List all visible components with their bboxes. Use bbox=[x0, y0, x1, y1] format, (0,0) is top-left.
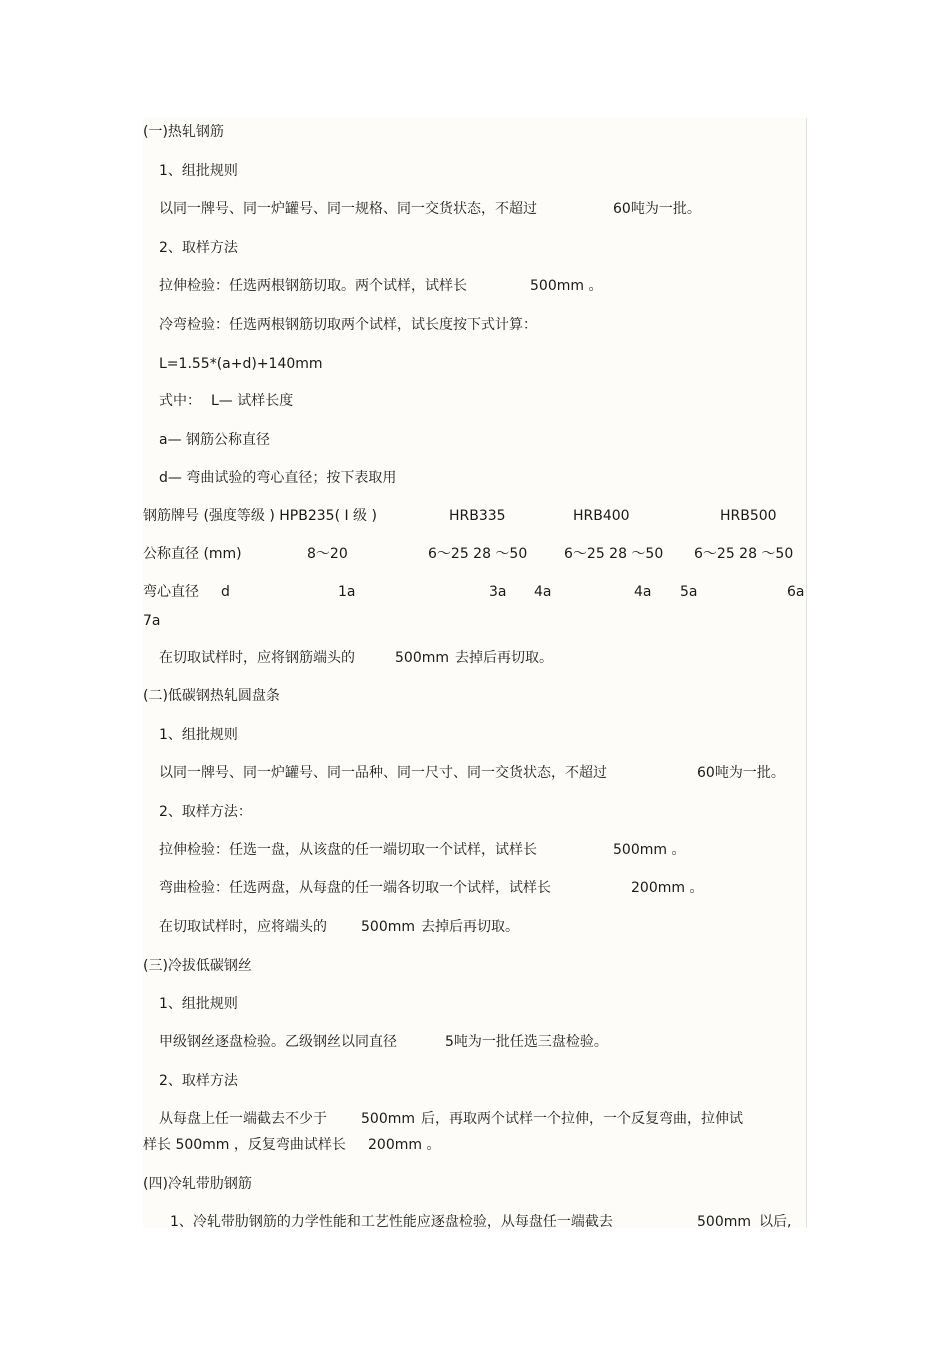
table-cell: 1a bbox=[338, 584, 356, 600]
cold-rolled-text-c: 以后, bbox=[759, 1214, 792, 1230]
where-text-b: L— 试样长度 bbox=[211, 393, 294, 409]
method-text bbox=[159, 1110, 743, 1128]
tensile-text bbox=[159, 277, 603, 295]
bend-text bbox=[159, 879, 704, 897]
table-cell: 5a bbox=[680, 584, 698, 600]
table-cell: 6～25 28 ～50 bbox=[694, 546, 794, 562]
table-cell: HRB335 bbox=[449, 508, 506, 524]
table-cell: 钢筋牌号 (强度等级 ) HPB235( Ⅰ 级 ) bbox=[143, 508, 377, 524]
cold-rolled-text-a: 1、冷轧带肋钢筋的力学性能和工艺性能应逐盘检验，从每盘任一端截去 bbox=[170, 1214, 613, 1230]
section-heading: (二)低碳钢热轧圆盘条 bbox=[143, 688, 280, 704]
table-cell: d bbox=[221, 584, 230, 600]
cut-text-c: 去掉后再切取。 bbox=[421, 919, 519, 935]
table-cell: HRB400 bbox=[573, 508, 630, 524]
sampling-title: 2、取样方法： bbox=[159, 804, 252, 820]
cut-text-b: 500mm bbox=[361, 919, 415, 935]
method-text-b: 500mm bbox=[361, 1111, 415, 1127]
rule-text bbox=[159, 1033, 608, 1051]
rule-text-a: 以同一牌号、同一炉罐号、同一规格、同一交货状态，不超过 bbox=[159, 201, 537, 217]
section-heading: (四)冷轧带肋钢筋 bbox=[143, 1176, 252, 1192]
cut-text-c: 去掉后再切取。 bbox=[455, 650, 553, 666]
definition-d: d— 弯曲试验的弯心直径；按下表取用 bbox=[159, 470, 397, 486]
tensile-text bbox=[159, 841, 686, 859]
bend-text: 冷弯检验：任选两根钢筋切取两个试样，试长度按下式计算： bbox=[159, 317, 537, 333]
table-cell: 公称直径 (mm) bbox=[143, 546, 242, 562]
tensile-text-b: 500mm 。 bbox=[613, 842, 686, 858]
table-cell: 弯心直径 bbox=[143, 584, 199, 600]
section-heading: (一)热轧钢筋 bbox=[143, 124, 224, 140]
rule-text-b: 60吨为一批。 bbox=[697, 765, 785, 781]
table-cell: 6～25 28 ～50 bbox=[428, 546, 528, 562]
tensile-text-a: 拉伸检验：任选一盘，从该盘的任一端切取一个试样，试样长 bbox=[159, 842, 537, 858]
section-heading: (三)冷拔低碳钢丝 bbox=[143, 958, 252, 974]
sampling-title: 2、取样方法 bbox=[159, 1073, 238, 1089]
table-cell: 4a bbox=[534, 584, 552, 600]
where-text-a: 式中： bbox=[159, 393, 201, 409]
table-row bbox=[143, 583, 805, 601]
where-text bbox=[159, 392, 294, 410]
tensile-text-a: 拉伸检验：任选两根钢筋切取。两个试样，试样长 bbox=[159, 278, 467, 294]
rule-title: 1、组批规则 bbox=[159, 163, 238, 179]
rule-title: 1、组批规则 bbox=[159, 996, 238, 1012]
table-cell: 4a bbox=[634, 584, 652, 600]
method-text-e: 200mm 。 bbox=[368, 1137, 441, 1153]
rule-text-b: 60吨为一批。 bbox=[613, 201, 701, 217]
method-text-c: 后，再取两个试样一个拉伸，一个反复弯曲，拉伸试 bbox=[421, 1111, 743, 1127]
rule-text-b: 5吨为一批任选三盘检验。 bbox=[445, 1034, 608, 1050]
cut-text-a: 在切取试样时，应将端头的 bbox=[159, 919, 327, 935]
rule-title: 1、组批规则 bbox=[159, 727, 238, 743]
table-cell: 3a bbox=[489, 584, 507, 600]
rule-text-a: 甲级钢丝逐盘检验。乙级钢丝以同直径 bbox=[159, 1034, 397, 1050]
table-cell: 6～25 28 ～50 bbox=[564, 546, 664, 562]
definition-a: a— 钢筋公称直径 bbox=[159, 432, 271, 448]
bend-text-a: 弯曲检验：任选两盘，从每盘的任一端各切取一个试样，试样长 bbox=[159, 880, 551, 896]
rule-text-a: 以同一牌号、同一炉罐号、同一品种、同一尺寸、同一交货状态，不超过 bbox=[159, 765, 607, 781]
table-cell-wrap: 7a bbox=[143, 613, 161, 629]
tensile-text-b: 500mm 。 bbox=[530, 278, 603, 294]
cut-text bbox=[159, 649, 553, 667]
cut-text-a: 在切取试样时，应将钢筋端头的 bbox=[159, 650, 355, 666]
table-cell: HRB500 bbox=[720, 508, 777, 524]
cold-rolled-text bbox=[170, 1213, 792, 1231]
formula: L=1.55*(a+d)+140mm bbox=[159, 356, 323, 372]
cold-rolled-text-b: 500mm bbox=[697, 1214, 751, 1230]
sampling-title: 2、取样方法 bbox=[159, 240, 238, 256]
cut-text-b: 500mm bbox=[395, 650, 449, 666]
table-cell: 8～20 bbox=[307, 546, 348, 562]
bend-text-b: 200mm 。 bbox=[631, 880, 704, 896]
cut-text bbox=[159, 918, 519, 936]
table-cell: 6a bbox=[787, 584, 805, 600]
rule-text bbox=[159, 200, 701, 218]
method-text-d: 样长 500mm ，反复弯曲试样长 bbox=[143, 1137, 346, 1153]
table-row bbox=[143, 507, 777, 525]
rule-text bbox=[159, 764, 785, 782]
method-text-wrap bbox=[143, 1136, 441, 1154]
method-text-a: 从每盘上任一端截去不少于 bbox=[159, 1111, 327, 1127]
table-row bbox=[143, 545, 794, 563]
